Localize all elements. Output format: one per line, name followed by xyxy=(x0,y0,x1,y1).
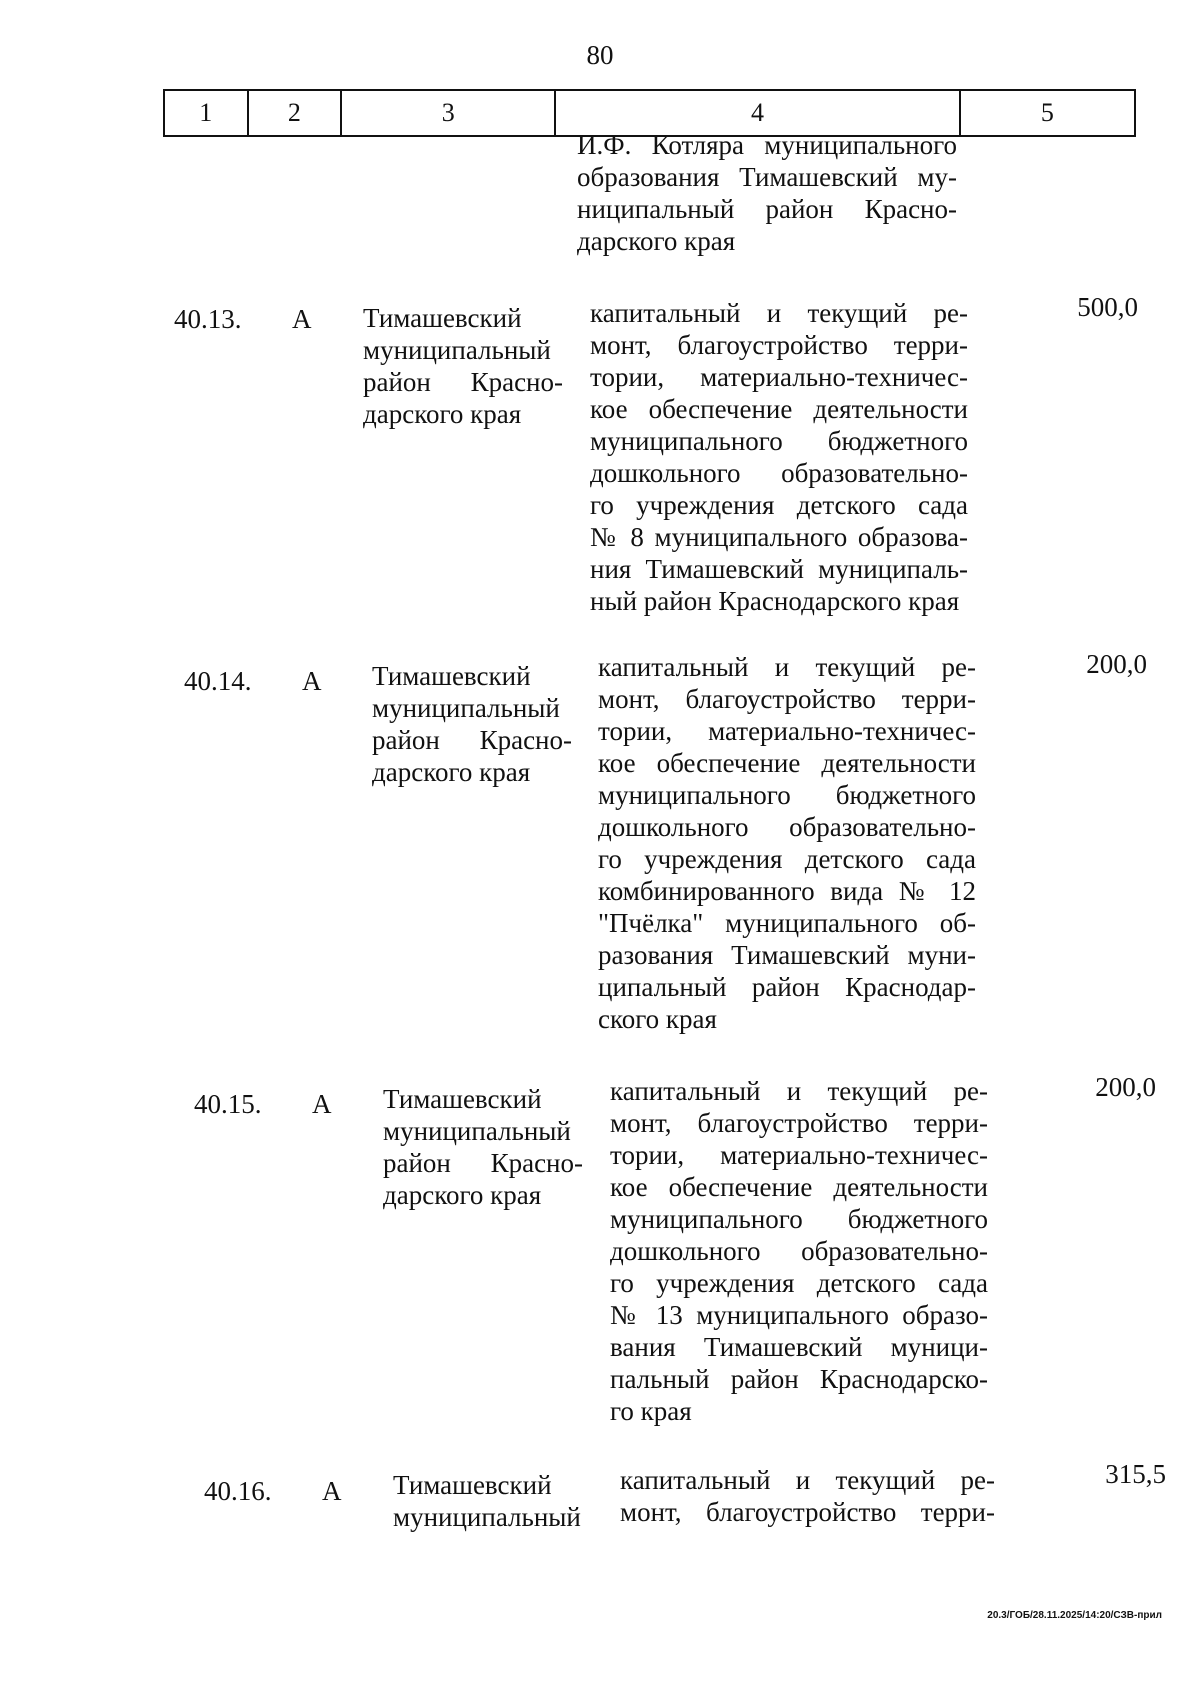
text-line: муниципальный xyxy=(363,335,551,365)
text-line: дошкольного образовательно- xyxy=(598,812,976,842)
header-col-4: 4 xyxy=(555,90,959,136)
text-line: ный район Краснодарского края xyxy=(590,586,960,616)
text-line: дошкольного образовательно- xyxy=(590,458,968,488)
text-line: дошкольного образовательно- xyxy=(610,1236,988,1266)
text-line: го учреждения детского сада xyxy=(590,490,968,520)
row-number: 40.16. xyxy=(204,1476,272,1506)
text-line: муниципальный xyxy=(393,1502,581,1532)
text-line: монт, благоустройство терри- xyxy=(590,330,968,360)
text-line: дарского края xyxy=(372,757,531,787)
row-territory xyxy=(372,660,572,788)
text-line: кое обеспечение деятельности xyxy=(598,748,976,778)
text-line: "Пчёлка" муниципального об- xyxy=(598,908,976,938)
row-amount: 315,5 xyxy=(1105,1459,1166,1489)
text-line: муниципального бюджетного xyxy=(610,1204,988,1234)
text-line: капитальный и текущий ре- xyxy=(610,1076,988,1106)
text-line: го учреждения детского сада xyxy=(598,844,976,874)
text-line: монт, благоустройство терри- xyxy=(610,1108,988,1138)
text-line: капитальный и текущий ре- xyxy=(598,652,976,682)
row-amount: 500,0 xyxy=(1077,292,1138,322)
text-line: район Красно- xyxy=(383,1148,583,1178)
text-line: муниципальный xyxy=(383,1116,571,1146)
text-line: № 13 муниципального образо- xyxy=(610,1300,988,1330)
continuation-col4 xyxy=(577,129,957,257)
header-col-5: 5 xyxy=(960,90,1135,136)
text-line: го учреждения детского сада xyxy=(610,1268,988,1298)
row-description xyxy=(590,297,968,617)
row-category: А xyxy=(322,1476,342,1506)
text-line: Тимашевский xyxy=(393,1470,552,1500)
text-line: кое обеспечение деятельности xyxy=(610,1172,988,1202)
text-line: монт, благоустройство терри- xyxy=(620,1497,995,1527)
row-territory xyxy=(393,1469,593,1533)
text-line: го края xyxy=(610,1396,692,1426)
text-line: район Красно- xyxy=(372,725,572,755)
row-description xyxy=(620,1464,995,1528)
header-col-2: 2 xyxy=(248,90,342,136)
text-line: Тимашевский xyxy=(372,661,531,691)
row-number: 40.15. xyxy=(194,1089,262,1119)
page-number: 80 xyxy=(586,40,614,70)
row-territory xyxy=(383,1083,583,1211)
text-line: Тимашевский xyxy=(383,1084,542,1114)
text-line: тории, материально-техничес- xyxy=(590,362,968,392)
text-line: № 8 муниципального образова- xyxy=(590,522,968,552)
text-line: разования Тимашевский муни- xyxy=(598,940,976,970)
text-line: муниципальный xyxy=(372,693,560,723)
text-line: дарского края xyxy=(363,399,522,429)
text-line: пальный район Краснодарско- xyxy=(610,1364,988,1394)
row-number: 40.13. xyxy=(174,304,242,334)
text-line: капитальный и текущий ре- xyxy=(620,1465,995,1495)
text-line: ния Тимашевский муниципаль- xyxy=(590,554,968,584)
text-line: муниципального бюджетного xyxy=(590,426,968,456)
row-category: А xyxy=(292,304,312,334)
text-line: дарского края xyxy=(577,226,736,256)
text-line: кое обеспечение деятельности xyxy=(590,394,968,424)
text-line: капитальный и текущий ре- xyxy=(590,298,968,328)
row-number: 40.14. xyxy=(184,666,252,696)
text-line: ского края xyxy=(598,1004,717,1034)
text-line: комбинированного вида № 12 xyxy=(598,876,976,906)
text-line: дарского края xyxy=(383,1180,542,1210)
document-stamp: 20.3/ГОБ/28.11.2025/14:20/СЗВ-прил xyxy=(987,1610,1162,1621)
text-line: тории, материально-техничес- xyxy=(598,716,976,746)
row-category: А xyxy=(302,666,322,696)
row-amount: 200,0 xyxy=(1095,1072,1156,1102)
text-line: тории, материально-техничес- xyxy=(610,1140,988,1170)
row-category: А xyxy=(312,1089,332,1119)
text-line: ципальный район Краснодар- xyxy=(598,972,976,1002)
text-line: вания Тимашевский муници- xyxy=(610,1332,988,1362)
row-description xyxy=(610,1075,988,1427)
text-line: район Красно- xyxy=(363,367,563,397)
text-line: И.Ф. Котляра муниципального xyxy=(577,130,957,160)
text-line: образования Тимашевский му- xyxy=(577,162,957,192)
text-line: монт, благоустройство терри- xyxy=(598,684,976,714)
row-amount: 200,0 xyxy=(1086,649,1147,679)
text-line: ниципальный район Красно- xyxy=(577,194,957,224)
row-description xyxy=(598,651,976,1035)
row-territory xyxy=(363,302,563,430)
text-line: муниципального бюджетного xyxy=(598,780,976,810)
text-line: Тимашевский xyxy=(363,303,522,333)
header-col-3: 3 xyxy=(341,90,555,136)
header-col-1: 1 xyxy=(164,90,248,136)
